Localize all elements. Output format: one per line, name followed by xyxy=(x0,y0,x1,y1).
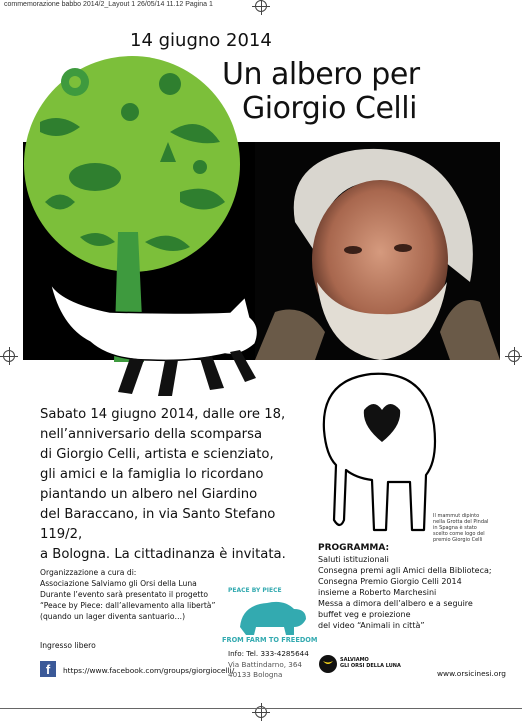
org-line: “Peace by Piece: dall’allevamento alla libertà” xyxy=(40,601,216,610)
main-description xyxy=(40,405,310,565)
orsi-logo-line-1: SALVIAMO xyxy=(340,657,369,663)
org-line: Associazione Salviamo gli Orsi della Luna xyxy=(40,579,197,588)
bottom-rule xyxy=(0,708,522,709)
bear-moon-icon xyxy=(318,653,338,675)
mammoth-illustration xyxy=(316,370,441,540)
facebook-icon[interactable]: f xyxy=(40,661,56,677)
contact-info xyxy=(228,649,309,681)
org-line: (quando un lager diventa santuario…) xyxy=(40,612,186,621)
title-line-1: Un albero per xyxy=(222,57,420,92)
title-line-2: Giorgio Celli xyxy=(242,91,417,126)
mammoth-caption: Il mammut dipinto nella Grotta del Pindal in Spagna è stato scelto come logo del premio Giorgio Celli xyxy=(433,513,489,543)
free-entry-note: Ingresso libero xyxy=(40,641,96,650)
facebook-link[interactable]: https://www.facebook.com/groups/giorgiocelli/ xyxy=(63,666,235,675)
main-text-line: Sabato 14 giugno 2014, dalle ore 18, xyxy=(40,407,286,422)
main-text-line: di Giorgio Celli, artista e scienziato, xyxy=(40,447,274,462)
peace-logo-bottom-text: FROM FARM TO FREEDOM xyxy=(222,636,318,644)
program-item: Consegna Premio Giorgio Celli 2014 xyxy=(318,577,462,586)
info-line: 40133 Bologna xyxy=(228,670,283,679)
peace-logo-top-text: PEACE BY PIECE xyxy=(228,587,282,594)
print-slug: commemorazione babbo 2014/2_Layout 1 26/05/14 11.12 Pagina 1 xyxy=(4,1,213,8)
event-date: 14 giugno 2014 xyxy=(130,30,272,51)
portrait-drawing xyxy=(255,142,500,360)
main-text-line: nell’anniversario della scomparsa xyxy=(40,427,263,442)
org-line: Organizzazione a cura di: xyxy=(40,568,137,577)
info-line: Via Battindarno, 364 xyxy=(228,659,303,669)
registration-mark-top xyxy=(255,0,267,12)
program-item: buffet veg e proiezione xyxy=(318,610,411,619)
main-text-line: a Bologna. La cittadinanza è invitata. xyxy=(40,547,286,562)
registration-mark-left xyxy=(3,350,15,362)
program-item: del video “Animali in città” xyxy=(318,621,425,630)
peace-by-piece-logo xyxy=(222,587,317,647)
org-line: Durante l’evento sarà presentato il progetto xyxy=(40,590,209,599)
website-link[interactable]: www.orsicinesi.org xyxy=(437,669,506,678)
registration-mark-right xyxy=(508,350,520,362)
main-text-line: del Baraccano, in via Santo Stefano 119/2, xyxy=(40,507,276,542)
elephant-shape xyxy=(69,163,121,191)
program-title: PROGRAMMA: xyxy=(318,543,390,553)
cat-illustration xyxy=(40,272,280,402)
organization-info xyxy=(40,567,230,622)
program-section xyxy=(318,543,518,631)
main-text-line: piantando un albero nel Giardino xyxy=(40,487,258,502)
program-item: insieme a Roberto Marchesini xyxy=(318,588,437,597)
program-item: Consegna premi agli Amici della Biblioteca; xyxy=(318,566,492,575)
info-line: Info: Tel. 333-4285644 xyxy=(228,649,309,658)
orsi-logo-line-2: GLI ORSI DELLA LUNA xyxy=(340,663,401,669)
portrait-photo xyxy=(255,142,500,360)
program-item: Messa a dimora dell’albero e a seguire xyxy=(318,599,473,608)
main-text-line: gli amici e la famiglia lo ricordano xyxy=(40,467,264,482)
orsi-della-luna-logo xyxy=(318,653,401,675)
page-title xyxy=(222,58,420,126)
program-item: Saluti istituzionali xyxy=(318,555,389,564)
